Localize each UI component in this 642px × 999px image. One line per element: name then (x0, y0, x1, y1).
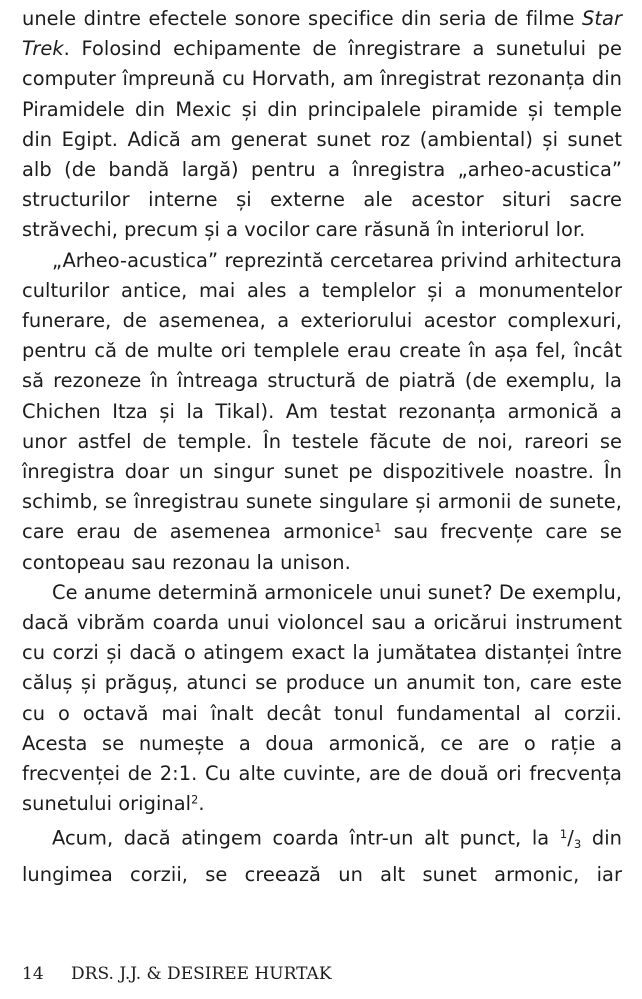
running-head: DRS. J.J. & DESIREE HURTAK (71, 964, 332, 984)
text-segment: sau frecvențe care se contopeau sau rezonau la unison. (22, 520, 622, 574)
paragraph-p4 (22, 819, 622, 889)
paragraph-p1 (22, 4, 622, 246)
footnote-marker: 1 (374, 521, 382, 535)
paragraph-p2 (22, 246, 622, 578)
text-segment: Star Trek (22, 7, 622, 61)
text-segment: Acum, dacă atingem coarda într-un alt punct, la (52, 826, 560, 850)
body-text (22, 0, 622, 890)
text-segment: 1 (559, 827, 568, 842)
text-segment: unele dintre efectele sonore specifice din seria de filme (22, 7, 583, 30)
text-segment: Ce anume determină armonicele unui sunet? De exemplu, dacă vibrăm coarda unui violoncel sau a oricărui instrument cu corzi și dacă o atingem exact la jumătatea distanței între căluș și prăguș, atunci se produce un anumit ton, care este cu o octavă mai înalt decât tonul fundamental al corzii. Acesta se numește a doua armonică, ce are o rație a frecvenței de 2:1. Cu alte cuvinte, are de două ori frecvența sunetului original (22, 580, 622, 816)
text-segment: . Folosind echipamente de înregistrare a sunetului pe computer împreună cu Horvath, am înregistrat rezonanța din Piramidele din Mexic și din principalele piramide și temple din Egipt. Adică am generat sunet roz (ambiental) și sunet alb (de bandă largă) pentru a înregistra „arheo-acustica” structurilor interne și externe ale acestor situri sacre străvechi, precum și a vocilor care răsună în interiorul lor. (22, 37, 622, 242)
text-segment: . (198, 792, 205, 816)
page-footer (22, 964, 332, 984)
paragraph-p3 (22, 578, 622, 820)
text-segment: din lungimea corzii, se creează un alt sunet armonic, iar (22, 826, 622, 886)
text-segment: „Arheo-acustica” reprezintă cercetarea privind arhitectura culturilor antice, mai ales a templelor și a monumentelor funerare, de asemenea, a exteriorului acestor complexuri, pentru că de multe ori templele erau create în așa fel, încât să rezoneze în întreaga structură de piatră (de exemplu, la Chichen Itza și la Tikal). Am testat rezonanța armonică a unor astfel de temple. În testele făcute de noi, rareori se înregistra doar un singur sunet pe dispozitivele noastre. În schimb, se înregistrau sunete singulare și armonii de sunete, care erau de asemenea armonice (22, 248, 622, 544)
text-segment: 3 (573, 837, 582, 852)
footnote-marker: 2 (191, 793, 199, 807)
page-number: 14 (22, 964, 44, 984)
text-segment: / (567, 826, 574, 850)
